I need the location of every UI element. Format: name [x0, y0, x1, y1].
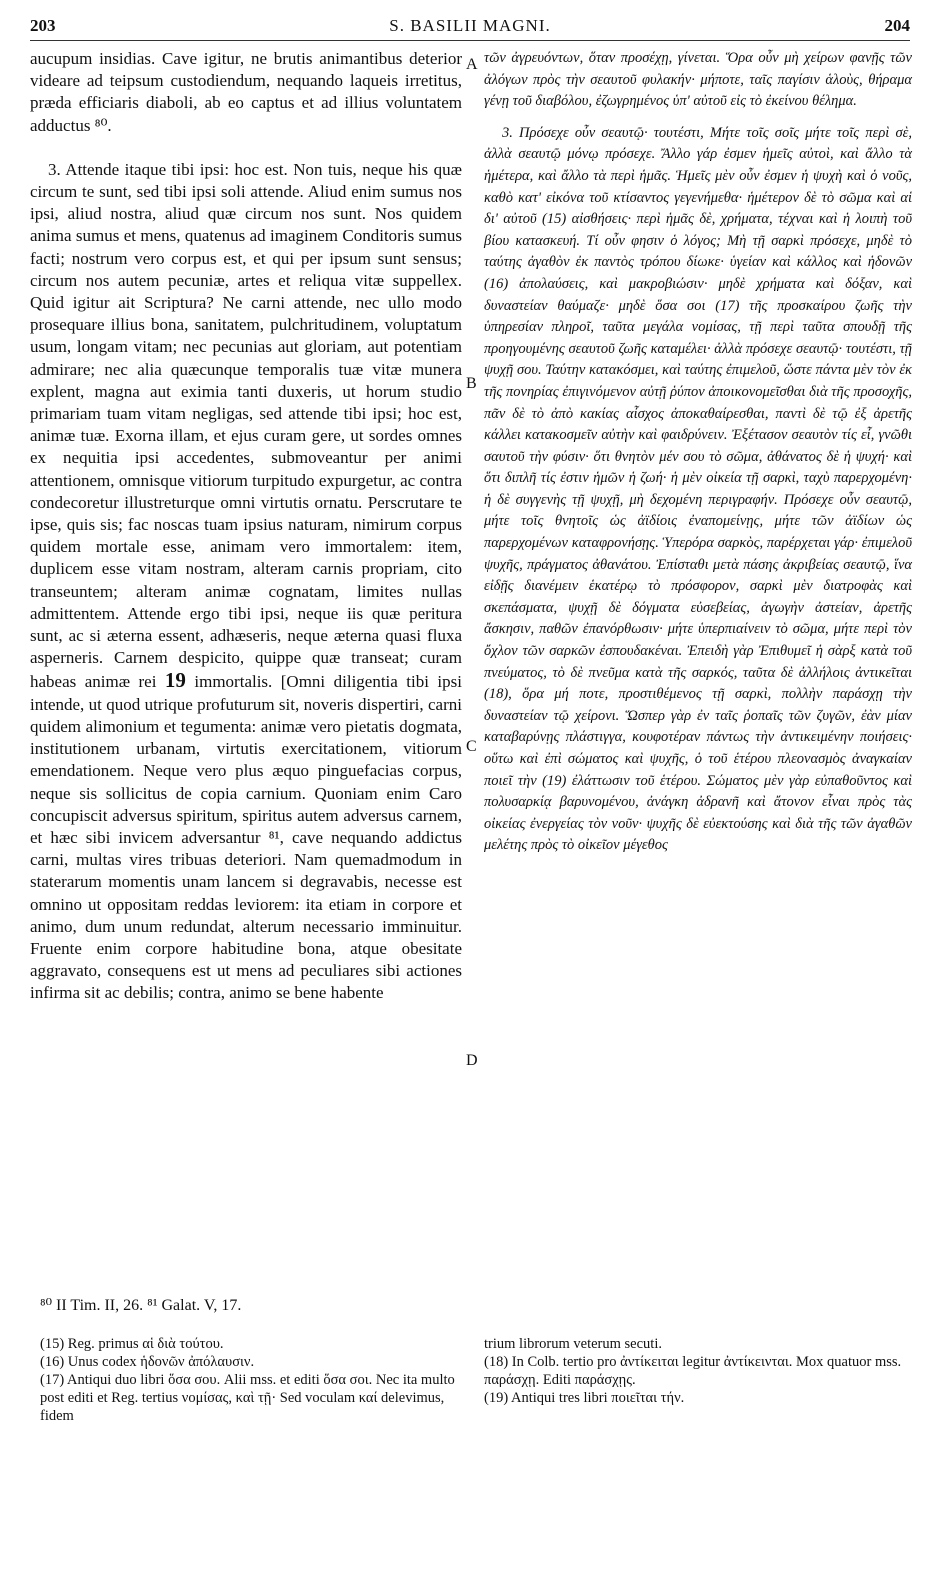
- footnote-15: (15) Reg. primus αἱ διὰ τούτου.: [40, 1336, 224, 1352]
- page-header: [30, 12, 910, 40]
- greek-paragraph-1: τῶν ἀγρευόντων, ὅταν προσέχῃ, γίνεται. Ὅρα οὖν μὴ χείρων φανῇς τῶν ἀλόγων πρὸς τὴν σεαυτοῦ φυλακήν· μήποτε, ταῖς παγίσιν ἁλοὺς, θήραμα γένῃ τοῦ διαβόλου, ἐζωγρημένος ὑπ' αὐτοῦ εἰς τὸ ἐκείνου θέλημα.: [484, 50, 912, 110]
- margin-marker-c: C: [466, 738, 477, 755]
- greek-column: [484, 48, 912, 857]
- latin-paragraph-2: [30, 159, 462, 1005]
- footnotes-left: [40, 1335, 472, 1425]
- latin-column: [30, 48, 462, 1005]
- header-rule: [30, 40, 910, 41]
- footnote-17: (17) Antiqui duo libri ὅσα σου. Alii mss. et editi ὅσα σοι. Nec ita multo post editi et Reg. tertius νομίσας, καὶ τῇ· Sed voculam καί delevimus, fidem: [40, 1372, 455, 1424]
- scripture-footnotes: ⁸⁰ II Tim. II, 26. ⁸¹ Galat. V, 17.: [40, 1297, 242, 1314]
- latin-paragraph-1: aucupum insidias. Cave igitur, ne brutis animantibus deterior videare ad teipsum custodiendum, nequando laqueis irretitus, præda efficiaris diaboli, ab eo captus et ad illius voluntatem adductus ⁸⁰.: [30, 49, 462, 135]
- margin-marker-a: A: [466, 56, 478, 73]
- greek-paragraph-2: 3. Πρόσεχε οὖν σεαυτῷ· τουτέστι, Μήτε τοῖς σοῖς μήτε τοῖς περὶ σὲ, ἀλλὰ σεαυτῷ μόνῳ πρόσεχε. Ἄλλο γάρ ἐσμεν ἡμεῖς αὐτοὶ, καὶ ἄλλο τὰ ἡμέτερα, καὶ ἄλλο τὰ περὶ ἡμᾶς. Ἡμεῖς μὲν οὖν ἐσμεν ἡ ψυχὴ καὶ ὁ νοῦς, καθὸ κατ' εἰκόνα τοῦ κτίσαντος γεγενήμεθα· ἡμέτερον δὲ τὸ σῶμα καὶ αἱ δι' αὐτοῦ (15) αἰσθήσεις· περὶ ἡμᾶς δὲ, χρήματα, τέχναι καὶ ἡ λοιπὴ τοῦ βίου κατασκευή. Τί οὖν φησιν ὁ λόγος; Μὴ τῇ σαρκὶ πρόσεχε, μηδὲ τὸ ταύτης ἀγαθὸν ἐκ παντὸς τρόπου δίωκε· ὑγείαν καὶ κάλλος καὶ ἡδονῶν (16) ἀπολαύσεις, καὶ μακροβιώσιν· μηδὲ χρήματα καὶ δόξαν, καὶ δυναστείαν θαύμαζε· μηδὲ ὅσα σοι (17) τῆς προσκαίρου ζωῆς τὴν ὑπηρεσίαν πληροῖ, ταῦτα μεγάλα νομίσας, τῇ περὶ ταῦτα σπουδῇ τῆς προηγουμένης σεαυτοῦ ζωῆς καταμέλει· ἀλλὰ πρόσεχε σεαυτῷ· τουτέστι, τῇ ψυχῇ σου. Ταύτην κατακόσμει, καὶ ταύτης ἐπιμελοῦ, ὥστε πάντα μὲν τὸν ἐκ τῆς πονηρίας ἐπιγινόμενον αὐτῇ ῥύπον ἀποικονομεῖσθαι διὰ τῆς προσοχῆς, πᾶν δὲ τὸ ἀπὸ κακίας αἶσχος ἀποκαθαίρεσθαι, παντὶ δὲ τῷ ἐξ ἀρετῆς κάλλει κατακοσμεῖν αὐτὴν καὶ φαιδρύνειν. Ἐξέτασον σεαυτὸν τίς εἶ, γνῶθι σαυτοῦ τὴν φύσιν· ὅτι θνητὸν μέν σου τὸ σῶμα, ἀθάνατος δὲ ἡ ψυχή· καὶ ὅτι διπλῆ τίς ἐστιν ἡμῶν ἡ ζωή· ἡ μὲν οἰκεία τῇ σαρκὶ, ταχὺ παρερχομένη· ἡ δὲ συγγενὴς τῇ ψυχῇ, μὴ δεχομένη περιγραφήν. Πρόσεχε οὖν σεαυτῷ, μήτε τοῖς θνητοῖς ὡς ἀϊδίοις ἐναπομείνῃς, μήτε τῶν ἀϊδίων ὡς παρερχομένων καταφρονήσῃς. Ὑπερόρα σαρκὸς, παρέρχεται γάρ· ἐπιμελοῦ ψυχῆς, πράγματος ἀθανάτου. Ἐπίσταθι μετὰ πάσης ἀκριβείας σεαυτῷ, ἵνα εἰδῇς διανέμειν ἑκατέρῳ τὸ πρόσφορον, σαρκὶ μὲν διατροφὰς καὶ σκεπάσματα, ψυχῇ δὲ δόγματα εὐσεβείας, ἀγωγὴν ἀστείαν, ἀρετῆς ἄσκησιν, παθῶν ἐπανόρθωσιν· μήτε ὑπερπιαίνειν τὸ σῶμα, μήτε περὶ τὸν ὄχλον τῶν σαρκῶν ἐσπουδακέναι. Ἐπειδὴ γὰρ Ἐπιθυμεῖ ἡ σὰρξ κατὰ τοῦ πνεύματος, τὸ δὲ πνεῦμα κατὰ τῆς σαρκός, ταῦτα δὲ ἀλλήλοις ἀντικεῖται (18), ὅρα μή ποτε, προστιθέμενος τῇ σαρκὶ, πολλὴν παράσχῃ τὴν δυναστείαν τῷ χείρονι. Ὥσπερ γὰρ ἐν ταῖς ῥοπαῖς τῶν ζυγῶν, ἐὰν μίαν καταβαρύνῃς πλάστιγγα, κουφοτέραν πάντως τὴν ἀντικειμένην ποιήσεις· οὕτω καὶ ἐπὶ σώματος καὶ ψυχῆς, ὁ τοῦ ἑτέρου πλεονασμὸς ἀναγκαίαν ποιεῖ τὴν (19) ἐλάττωσιν τοῦ ἑτέρου. Σώματος μὲν γὰρ εὐπαθοῦντος καὶ πολυσαρκίᾳ βαρυνομένου, ἀνάγκη ἀδρανῆ καὶ ἄτονον εἶναι πρὸς τὰς οἰκείας ἐνεργείας τὸν νοῦν· ψυχῆς δὲ εὐεκτούσης καὶ διὰ τῆς τῶν ἀγαθῶν μελέτης πρὸς τὸ οἰκεῖον μέγεθος: [484, 124, 912, 854]
- left-page-number: 203: [30, 16, 56, 35]
- latin-paragraph-2-continued: immortalis. [Omni diligentia tibi ipsi intende, ut quod utrique profuturum sit, noveris dispertiri, carni quidem alimonium et tegumenta: animæ vero pietatis dogmata, institutionem urbanam, virtutis exercitationem, vitiorum emendationem. Neque vero plus æquo pinguefacias corpus, neque sis sollicitus de copia carnium. Quoniam enim Caro concupiscit adversus spiritum, spiritus autem adversus carnem, et hæc sibi invicem adversantur ⁸¹, cave nequando addictus carni, multas vires tribuas deteriori. Nam quemadmodum in staterarum momentis unam lancem si degravabis, necesse est omnino ut oppositam reddas leviorem: ita etiam in corpore et animo, dum unum redundat, alterum necessario imminuitur. Fruente enim corpore habitudine bona, atque obesitate aggravato, consequens est ut mens ad peculiares sibi actiones infirma sit ac debilis; contra, animo se bene habente: [30, 672, 462, 1003]
- margin-marker-d: D: [466, 1052, 478, 1069]
- footnotes-right: [484, 1335, 912, 1407]
- footnote-19: (19) Antiqui tres libri ποιεῖται τήν.: [484, 1390, 685, 1406]
- footnote-16: (16) Unus codex ἡδονῶν ἀπόλαυσιν.: [40, 1354, 255, 1370]
- running-title: S. BASILII MAGNI.: [389, 16, 551, 35]
- latin-paragraph-2-text: 3. Attende itaque tibi ipsi: hoc est. Non tuis, neque his quæ circum te sunt, sed tibi ipsi soli attende. Aliud enim sumus nos ipsi, aliud nostra, aliud quæ circum nos sunt. Nos quidem anima sumus et mens, quatenus ad imaginem Conditoris sumus facti; nostrum vero corpus est, et qui per ipsum sunt sensus; circum nos autem pecuniæ, artes et reliqua vitæ suppellex. Quid igitur ait Scriptura? Ne carni attende, nec ullo modo prosequare illius bona, sanitatem, pulchritudinem, voluptatum usum, longam vitam; nec pecunias aut gloriam, aut potentiam admirare; nec alia quæcunque temporalis tuæ vitæ munera explent, magna aut eximia tanti duxeris, ut horum studio primariam tuam vitam negligas, sed attende tibi ipsi; hoc est, animæ tuæ. Exorna illam, et ejus curam gere, ut sordes omnes ex nequitia ipsi accedentes, submoveantur per animi attentionem, omnisque vitiorum turpitudo expurgetur, ac contra condecoretur illustreturque omni virtutis ornatu. Perscrutare te ipse, quis sis; fac noscas tuam ipsius naturam, nimirum corpus quidem mortale esse, animam vero immortalem: item, duplicem esse vitam nostram, alteram carnis propriam, cito transeuntem; alteram animæ cognatam, limites nullas admittentem. Attende ergo tibi ipsi, neque iis quæ peritura sunt, ac si æterna essent, adhæseris, neque æterna quasi fluxa asperneris. Carnem despicito, quippe quæ transeat; curam habeas animæ rei: [30, 159, 462, 692]
- column-number-19: 19: [164, 668, 186, 693]
- margin-marker-b: B: [466, 375, 477, 392]
- right-page-number: 204: [884, 16, 910, 35]
- footnote-17-continued: trium librorum veterum secuti.: [484, 1336, 662, 1352]
- footnote-18: (18) In Colb. tertio pro ἀντίκειται legitur ἀντίκεινται. Mox quatuor mss. παράσχῃ. Editi παράσχῃς.: [484, 1354, 902, 1388]
